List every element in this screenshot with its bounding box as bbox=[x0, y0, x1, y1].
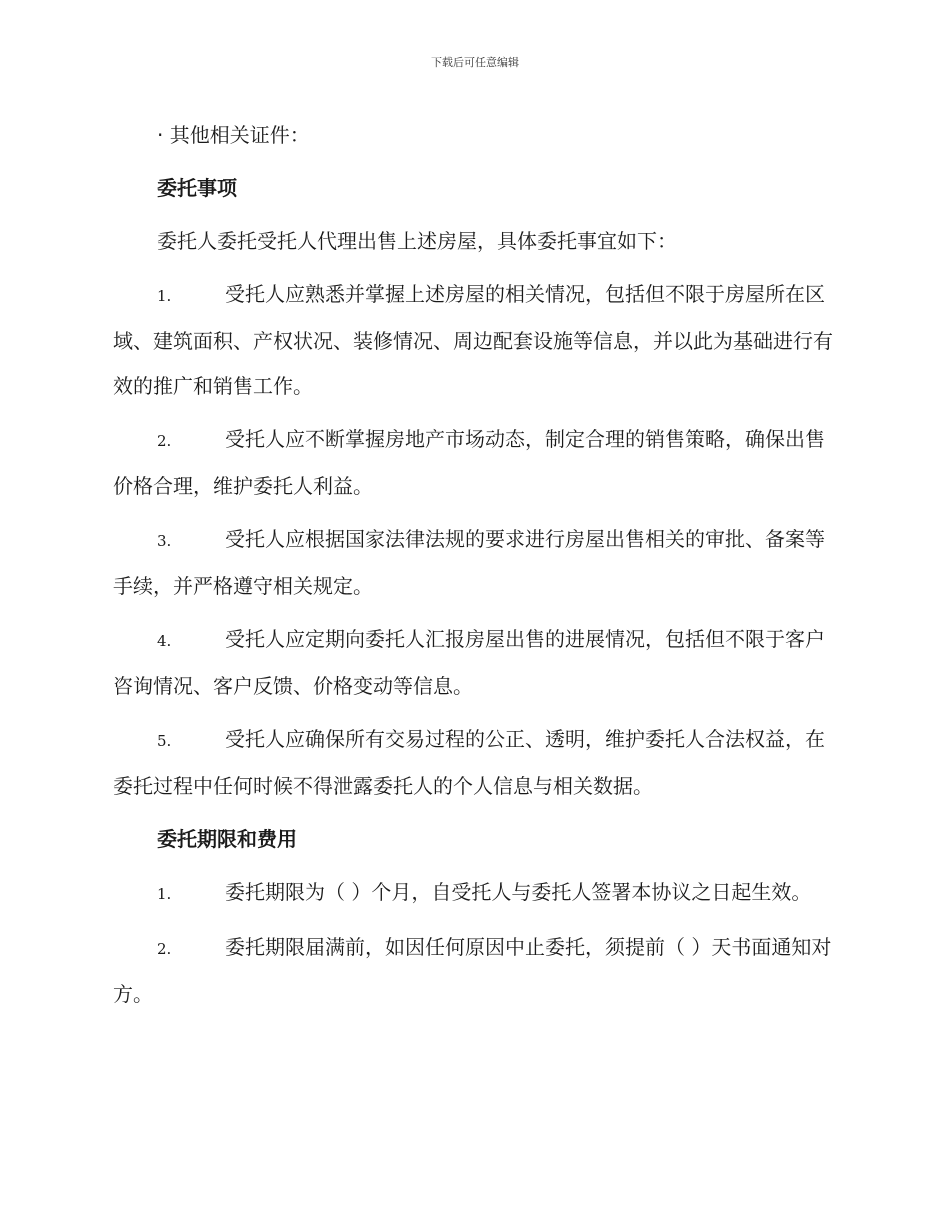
document-body bbox=[113, 113, 838, 1025]
list-item bbox=[113, 925, 838, 1017]
list-item bbox=[113, 617, 838, 709]
list-item-number: 1. bbox=[157, 287, 172, 305]
list-item-text: 受托人应熟悉并掌握上述房屋的相关情况，包括但不限于房屋所在区域、建筑面积、产权状况、装修情况、周边配套设施等信息，并以此为基础进行有效的推广和销售工作。 bbox=[113, 282, 833, 398]
list-item bbox=[113, 272, 838, 409]
page-header: 下载后可任意编辑 bbox=[431, 56, 519, 69]
section-heading-entrustment: 委托事项 bbox=[157, 176, 237, 200]
list-item-text: 受托人应确保所有交易过程的公正、透明，维护委托人合法权益，在委托过程中任何时候不得泄露委托人的个人信息与相关数据。 bbox=[113, 727, 825, 798]
section-intro: 委托人委托受托人代理出售上述房屋，具体委托事宜如下： bbox=[157, 229, 677, 253]
list-item bbox=[113, 717, 838, 809]
bullet-line: · 其他相关证件： bbox=[157, 123, 310, 147]
section-heading-term-and-fees: 委托期限和费用 bbox=[157, 827, 297, 851]
list-item-number: 3. bbox=[157, 532, 172, 550]
list-item-number: 2. bbox=[157, 432, 172, 450]
list-item-text: 受托人应不断掌握房地产市场动态，制定合理的销售策略，确保出售价格合理，维护委托人利益。 bbox=[113, 427, 825, 498]
list-item bbox=[113, 517, 838, 609]
list-item-text: 受托人应根据国家法律法规的要求进行房屋出售相关的审批、备案等手续，并严格遵守相关规定。 bbox=[113, 527, 825, 598]
list-item-number: 2. bbox=[157, 940, 172, 958]
list-item-text: 委托期限为（ ）个月，自受托人与委托人签署本协议之日起生效。 bbox=[225, 880, 812, 904]
list-item-number: 4. bbox=[157, 632, 172, 650]
list-item bbox=[113, 417, 838, 509]
list-item-number: 1. bbox=[157, 885, 172, 903]
list-item-number: 5. bbox=[157, 732, 172, 750]
list-item bbox=[113, 870, 838, 917]
list-item-text: 委托期限届满前，如因任何原因中止委托，须提前（ ）天书面通知对方。 bbox=[113, 935, 832, 1006]
list-item-text: 受托人应定期向委托人汇报房屋出售的进展情况，包括但不限于客户咨询情况、客户反馈、价格变动等信息。 bbox=[113, 627, 825, 698]
